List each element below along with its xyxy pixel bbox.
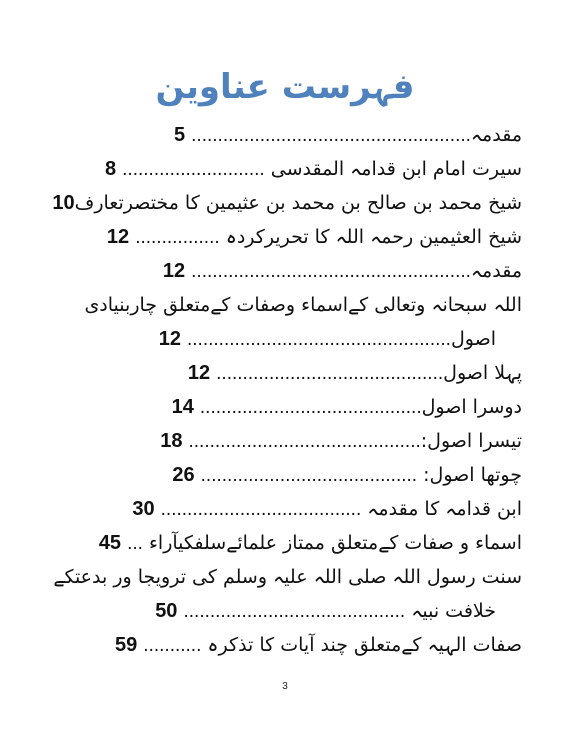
entry-page: 14 xyxy=(171,396,194,418)
entry-page: 30 xyxy=(132,498,155,520)
entry-page: 12 xyxy=(162,260,186,282)
entry-page: 12 xyxy=(187,362,211,384)
toc-entry xyxy=(92,424,522,458)
toc-entry xyxy=(92,390,522,424)
entry-page: 26 xyxy=(172,464,195,486)
entry-text: ابن قدامہ کا مقدمہ xyxy=(367,498,522,520)
toc-title: فہرست عناوین xyxy=(155,67,415,107)
entry-page: 45 xyxy=(98,532,122,554)
entry-text: شیخ العثیمین رحمہ اللہ کا تحریرکردہ xyxy=(225,226,522,248)
entry-page: 10 xyxy=(52,192,75,214)
toc-entry xyxy=(92,118,522,152)
leader-dots: .......................................... xyxy=(199,397,422,418)
entry-page: 5 xyxy=(173,124,186,146)
leader-dots: ............................................ xyxy=(188,431,421,452)
toc-entry xyxy=(92,322,522,356)
toc-entry xyxy=(52,186,522,220)
entry-text: چوتھا اصول: xyxy=(423,464,522,486)
leader-dots: .......................................... xyxy=(183,601,406,622)
entry-page: 50 xyxy=(155,600,178,622)
toc-entry xyxy=(92,356,522,390)
leader-dots: ........................................... xyxy=(216,363,444,384)
toc-entry xyxy=(92,458,522,492)
toc-entry xyxy=(92,526,522,560)
entry-page: 8 xyxy=(104,158,117,180)
entry-page: 12 xyxy=(158,328,181,350)
toc-entry-heading xyxy=(84,288,522,322)
entry-text: اللہ سبحانہ وتعالی کےاسماء وصفات کےمتعلق چاربنیادی xyxy=(84,294,522,316)
toc-entry xyxy=(92,220,522,254)
entry-text: خلافت نبیہ xyxy=(411,600,496,622)
leader-dots: ..................................................... xyxy=(191,125,471,146)
toc-entry xyxy=(92,254,522,288)
entry-page: 18 xyxy=(160,430,183,452)
toc-entry-heading xyxy=(53,560,522,594)
entry-text: مقدمہ xyxy=(470,260,522,282)
page-number: 3 xyxy=(282,681,288,692)
toc-list xyxy=(52,118,522,662)
leader-dots: ......................................... xyxy=(200,465,418,486)
entry-text: سنت رسول اللہ صلی اللہ علیہ وسلم کی ترویجا ور بدعتکے xyxy=(53,566,522,588)
toc-entry xyxy=(92,628,522,662)
entry-text: پہلا اصول xyxy=(443,362,522,384)
toc-entry xyxy=(92,594,522,628)
entry-text: شیخ محمد بن صالح بن محمد بن عثیمین کا مختصرتعارف xyxy=(74,192,522,214)
toc-entry xyxy=(92,492,522,526)
entry-text: سیرت امام ابن قدامہ المقدسی xyxy=(270,158,522,180)
entry-text: دوسرا اصول xyxy=(421,396,522,418)
leader-dots: ... xyxy=(127,533,143,554)
entry-text: اسماء و صفات کےمتعلق ممتاز علمائےسلفکیآراء xyxy=(149,532,522,554)
leader-dots: ........................... xyxy=(122,159,265,180)
leader-dots: ................ xyxy=(135,227,220,248)
entry-text: تیسرا اصول: xyxy=(420,430,522,452)
entry-text: صفات الہیہ کےمتعلق چند آیات کا تذکرہ xyxy=(207,634,522,656)
leader-dots: .................................................. xyxy=(187,329,451,350)
entry-text: اصول xyxy=(450,328,496,350)
leader-dots: ...................................... xyxy=(160,499,362,520)
entry-page: 59 xyxy=(115,634,138,656)
leader-dots: ........... xyxy=(143,635,202,656)
toc-entry xyxy=(92,152,522,186)
entry-page: 12 xyxy=(106,226,130,248)
leader-dots: ..................................................... xyxy=(191,261,471,282)
entry-text: مقدمہ xyxy=(470,124,522,146)
